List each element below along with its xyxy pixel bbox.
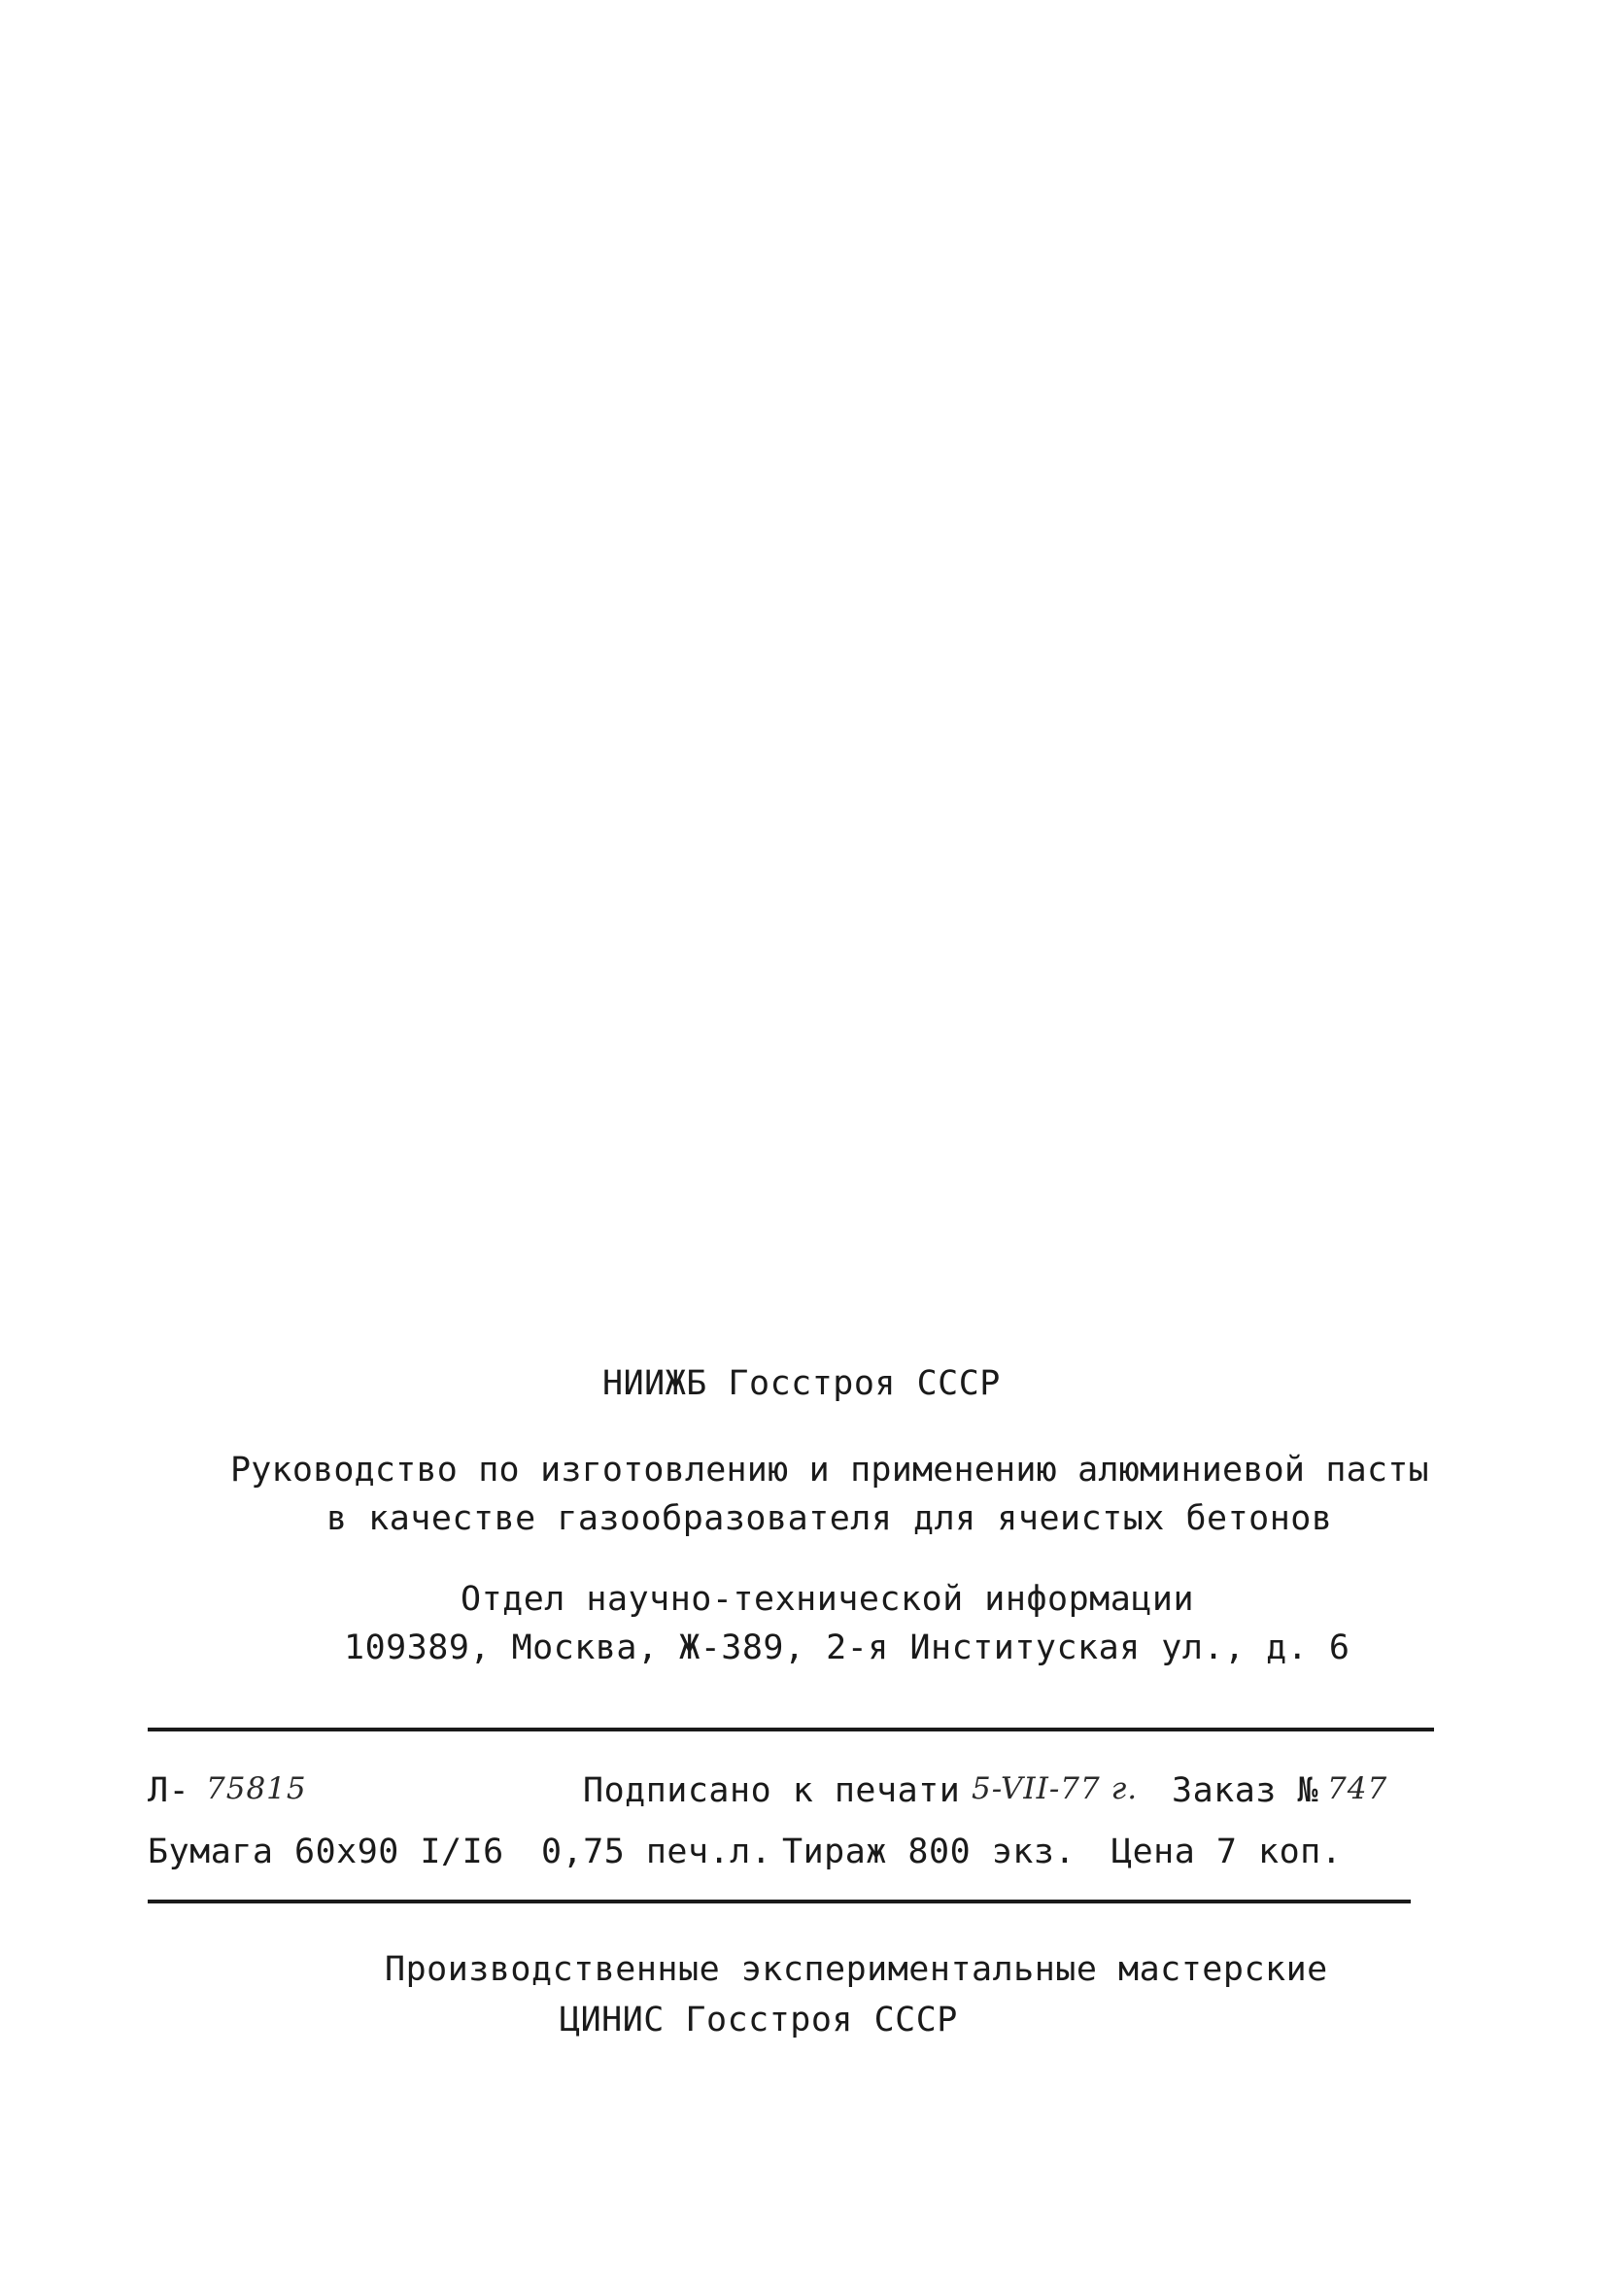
department-name: Отдел научно-технической информации — [461, 1580, 1195, 1619]
institute-heading: НИИЖБ Госстроя СССР — [602, 1364, 1001, 1403]
bottom-rule — [148, 1900, 1411, 1903]
signed-label: Подписано к печати — [583, 1771, 961, 1810]
top-rule — [148, 1728, 1434, 1731]
order-label: Заказ № — [1172, 1771, 1319, 1810]
document-title-line-1: Руководство по изготовлению и применению алюминиевой пасты — [230, 1451, 1429, 1490]
printed-sheets: 0,75 печ.л. — [541, 1833, 772, 1871]
document-title-line-2: в качестве газообразователя для ячеистых бетонов — [326, 1499, 1333, 1538]
order-number: 747 — [1327, 1771, 1388, 1806]
print-run: Тираж 800 экз. — [782, 1833, 1076, 1871]
signed-date: 5-VII-77 г. — [972, 1771, 1139, 1806]
publisher-line-2: ЦИНИС Госстроя СССР — [560, 2001, 958, 2039]
license-number: 75815 — [206, 1771, 307, 1806]
price: Цена 7 коп. — [1111, 1833, 1343, 1871]
license-label: Л- — [148, 1771, 190, 1810]
paper-format: Бумага 60х90 I/I6 — [148, 1833, 504, 1871]
publisher-line-1: Производственные экспериментальные мастерские — [385, 1950, 1328, 1989]
department-address: 109389, Москва, Ж-389, 2-я Институская ул., д. 6 — [344, 1628, 1350, 1667]
